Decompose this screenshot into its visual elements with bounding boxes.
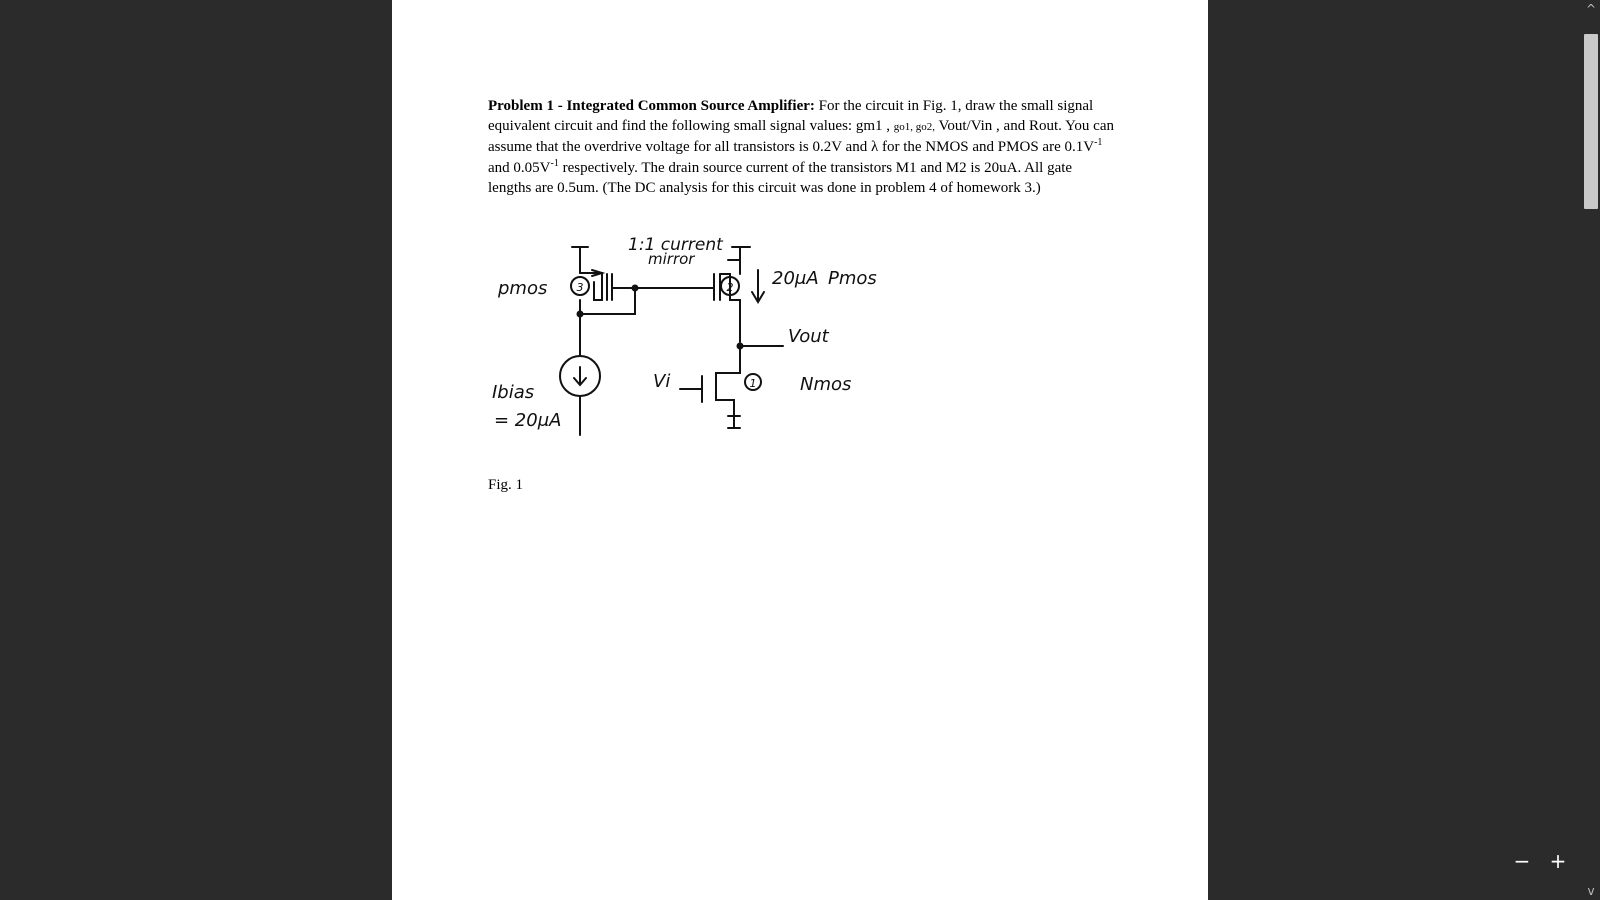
problem-text-3: and 0.05V bbox=[488, 159, 551, 176]
m3-gate bbox=[607, 274, 612, 300]
problem-heading: Problem 1 - Integrated Common Source Amplifier: bbox=[488, 98, 815, 114]
problem-statement bbox=[488, 96, 1118, 198]
exponent-2: -1 bbox=[550, 157, 559, 169]
scroll-down-icon[interactable]: v bbox=[1587, 884, 1595, 898]
ibias-label: Ibias bbox=[492, 382, 535, 403]
ground-symbol bbox=[728, 410, 740, 428]
circuit-diagram bbox=[488, 230, 928, 450]
problem-text-4: respectively. The drain source current of the transistors M1 and M2 is 20uA. All gate lengths are 0.5um. (The DC analysis for this circuit was done in problem 4 of homework 3.) bbox=[488, 159, 1073, 196]
figure-caption: Fig. 1 bbox=[488, 477, 524, 493]
current-arrow-icon bbox=[752, 270, 764, 302]
circuit-figure bbox=[488, 230, 928, 450]
m2-gate bbox=[714, 274, 720, 300]
scroll-thumb[interactable] bbox=[1584, 34, 1598, 209]
problem-text-1: For the circuit in Fig. 1, draw the small signal equivalent circuit and find the following small signal values: gm1 , bbox=[488, 98, 1094, 135]
m3-label: 3 bbox=[576, 281, 584, 294]
m1-transistor bbox=[716, 346, 740, 410]
bias-arrow-icon bbox=[574, 367, 586, 385]
ibias-value-label: = 20μA bbox=[494, 410, 562, 431]
go2-symbol: go2, bbox=[913, 121, 935, 134]
vdd-symbol-left bbox=[572, 247, 588, 273]
document-page bbox=[392, 0, 1208, 900]
vout-label: Vout bbox=[788, 326, 829, 347]
pmos-right-label: Pmos bbox=[828, 268, 877, 289]
vin-label: Vi bbox=[653, 371, 671, 392]
mirror-label-line1: 1:1 current bbox=[628, 235, 723, 255]
current-label: 20μA bbox=[772, 268, 819, 289]
vdd-symbol-right bbox=[728, 247, 750, 274]
exponent-1: -1 bbox=[1094, 137, 1103, 149]
scroll-up-icon[interactable]: ^ bbox=[1585, 2, 1597, 16]
mirror-label-line2: mirror bbox=[648, 250, 695, 268]
zoom-out-button[interactable]: − bbox=[1513, 849, 1531, 873]
zoom-in-button[interactable]: + bbox=[1549, 849, 1567, 873]
m2-label: 2 bbox=[726, 281, 734, 294]
vertical-scrollbar[interactable] bbox=[1582, 0, 1600, 900]
pmos-left-label: pmos bbox=[498, 278, 548, 299]
m1-label: 1 bbox=[749, 377, 757, 390]
problem-text-2: Vout/Vin , and Rout. You can assume that the overdrive voltage for all transistors is 0.2V and λ for the NMOS and PMOS are 0.1V bbox=[488, 118, 1114, 156]
nmos-label: Nmos bbox=[800, 374, 852, 395]
go1-symbol: go1, bbox=[893, 121, 913, 134]
